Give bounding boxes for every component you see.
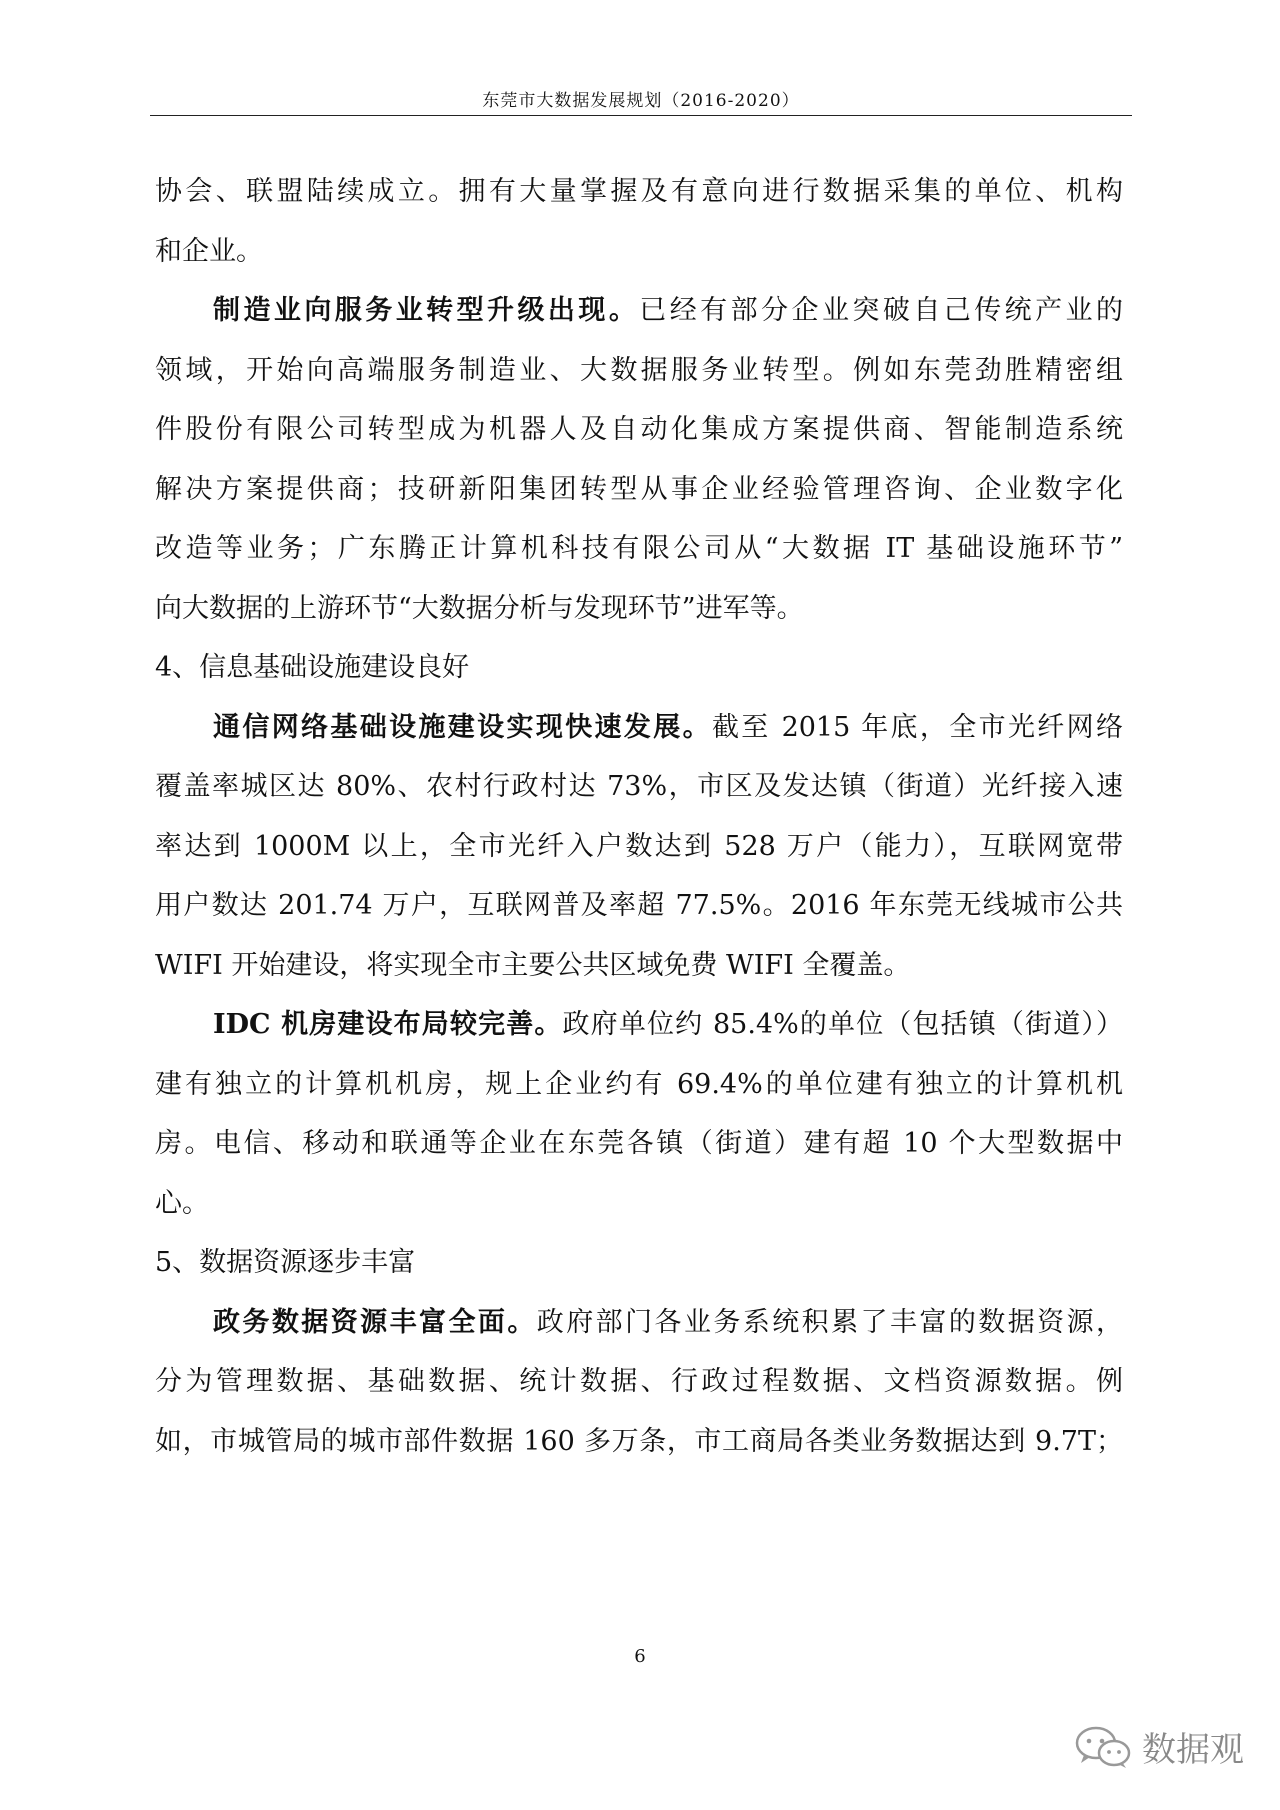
text-line	[155, 400, 1123, 460]
line-text: 用户数达 201.74 万户，互联网普及率超 77.5%。2016 年东莞无线城市公共	[155, 890, 1123, 921]
line-text: 向大数据的上游环节“大数据分析与发现环节”进军等。	[155, 592, 804, 624]
text-line	[155, 638, 1123, 698]
watermark	[1074, 1722, 1244, 1771]
text-line	[155, 1352, 1123, 1412]
line-text: 覆盖率城区达 80%、农村行政村达 73%，市区及发达镇（街道）光纤接入速	[155, 771, 1123, 802]
bold-lead-phrase: IDC 机房建设布局较完善。	[213, 1009, 563, 1040]
line-text: 率达到 1000M 以上，全市光纤入户数达到 528 万户（能力），互联网宽带	[155, 830, 1123, 862]
line-text: 分为管理数据、基础数据、统计数据、行政过程数据、文档资源数据。例	[155, 1366, 1123, 1397]
text-line	[155, 936, 1123, 996]
line-text: 如，市城管局的城市部件数据 160 多万条，市工商局各类业务数据达到 9.7T；	[155, 1425, 1123, 1457]
document-body	[155, 162, 1123, 1471]
text-line	[155, 281, 1123, 341]
header-divider	[150, 115, 1132, 116]
line-text: 政府部门各业务系统积累了丰富的数据资源，	[536, 1306, 1123, 1338]
text-line	[155, 162, 1123, 222]
text-line	[155, 460, 1123, 520]
line-text: 解决方案提供商；技研新阳集团转型从事企业经验管理咨询、企业数字化	[155, 473, 1123, 505]
text-line	[155, 1114, 1123, 1174]
text-line	[155, 1233, 1123, 1293]
line-text: 协会、联盟陆续成立。拥有大量掌握及有意向进行数据采集的单位、机构	[155, 176, 1123, 207]
line-text: 已经有部分企业突破自己传统产业的	[639, 295, 1123, 326]
text-line	[155, 1293, 1123, 1353]
bold-lead-phrase: 制造业向服务业转型升级出现。	[213, 295, 640, 326]
bold-lead-phrase: 通信网络基础设施建设实现快速发展。	[213, 711, 712, 743]
watermark-text: 数据观	[1142, 1730, 1244, 1770]
text-line	[155, 579, 1123, 639]
text-line	[155, 341, 1123, 401]
text-line	[155, 222, 1123, 282]
line-text: WIFI 开始建设，将实现全市主要公共区域免费 WIFI 全覆盖。	[155, 949, 911, 981]
text-line	[155, 1412, 1123, 1472]
line-text: 5、数据资源逐步丰富	[155, 1247, 416, 1278]
running-header: 东莞市大数据发展规划（2016-2020）	[482, 91, 800, 111]
text-line	[155, 698, 1123, 758]
text-line	[155, 1174, 1123, 1234]
line-text: 截至 2015 年底，全市光纤网络	[711, 711, 1123, 743]
text-line	[155, 1055, 1123, 1115]
line-text: 房。电信、移动和联通等企业在东莞各镇（街道）建有超 10 个大型数据中	[155, 1128, 1123, 1159]
line-text: 心。	[155, 1187, 209, 1219]
text-line	[155, 995, 1123, 1055]
page-number: 6	[634, 1646, 646, 1667]
line-text: 4、信息基础设施建设良好	[155, 652, 470, 683]
text-line	[155, 519, 1123, 579]
bold-lead-phrase: 政务数据资源丰富全面。	[213, 1306, 537, 1338]
text-line	[155, 876, 1123, 936]
line-text: 领域，开始向高端服务制造业、大数据服务业转型。例如东莞劲胜精密组	[155, 354, 1123, 386]
line-text: 建有独立的计算机机房，规上企业约有 69.4%的单位建有独立的计算机机	[155, 1068, 1123, 1100]
text-line	[155, 757, 1123, 817]
line-text: 政府单位约 85.4%的单位（包括镇（街道））	[562, 1009, 1123, 1040]
text-line	[155, 817, 1123, 877]
line-text: 件股份有限公司转型成为机器人及自动化集成方案提供商、智能制造系统	[155, 414, 1123, 445]
line-text: 改造等业务；广东腾正计算机科技有限公司从“大数据 IT 基础设施环节”	[155, 533, 1123, 564]
wechat-icon	[1074, 1724, 1132, 1770]
line-text: 和企业。	[155, 235, 263, 267]
